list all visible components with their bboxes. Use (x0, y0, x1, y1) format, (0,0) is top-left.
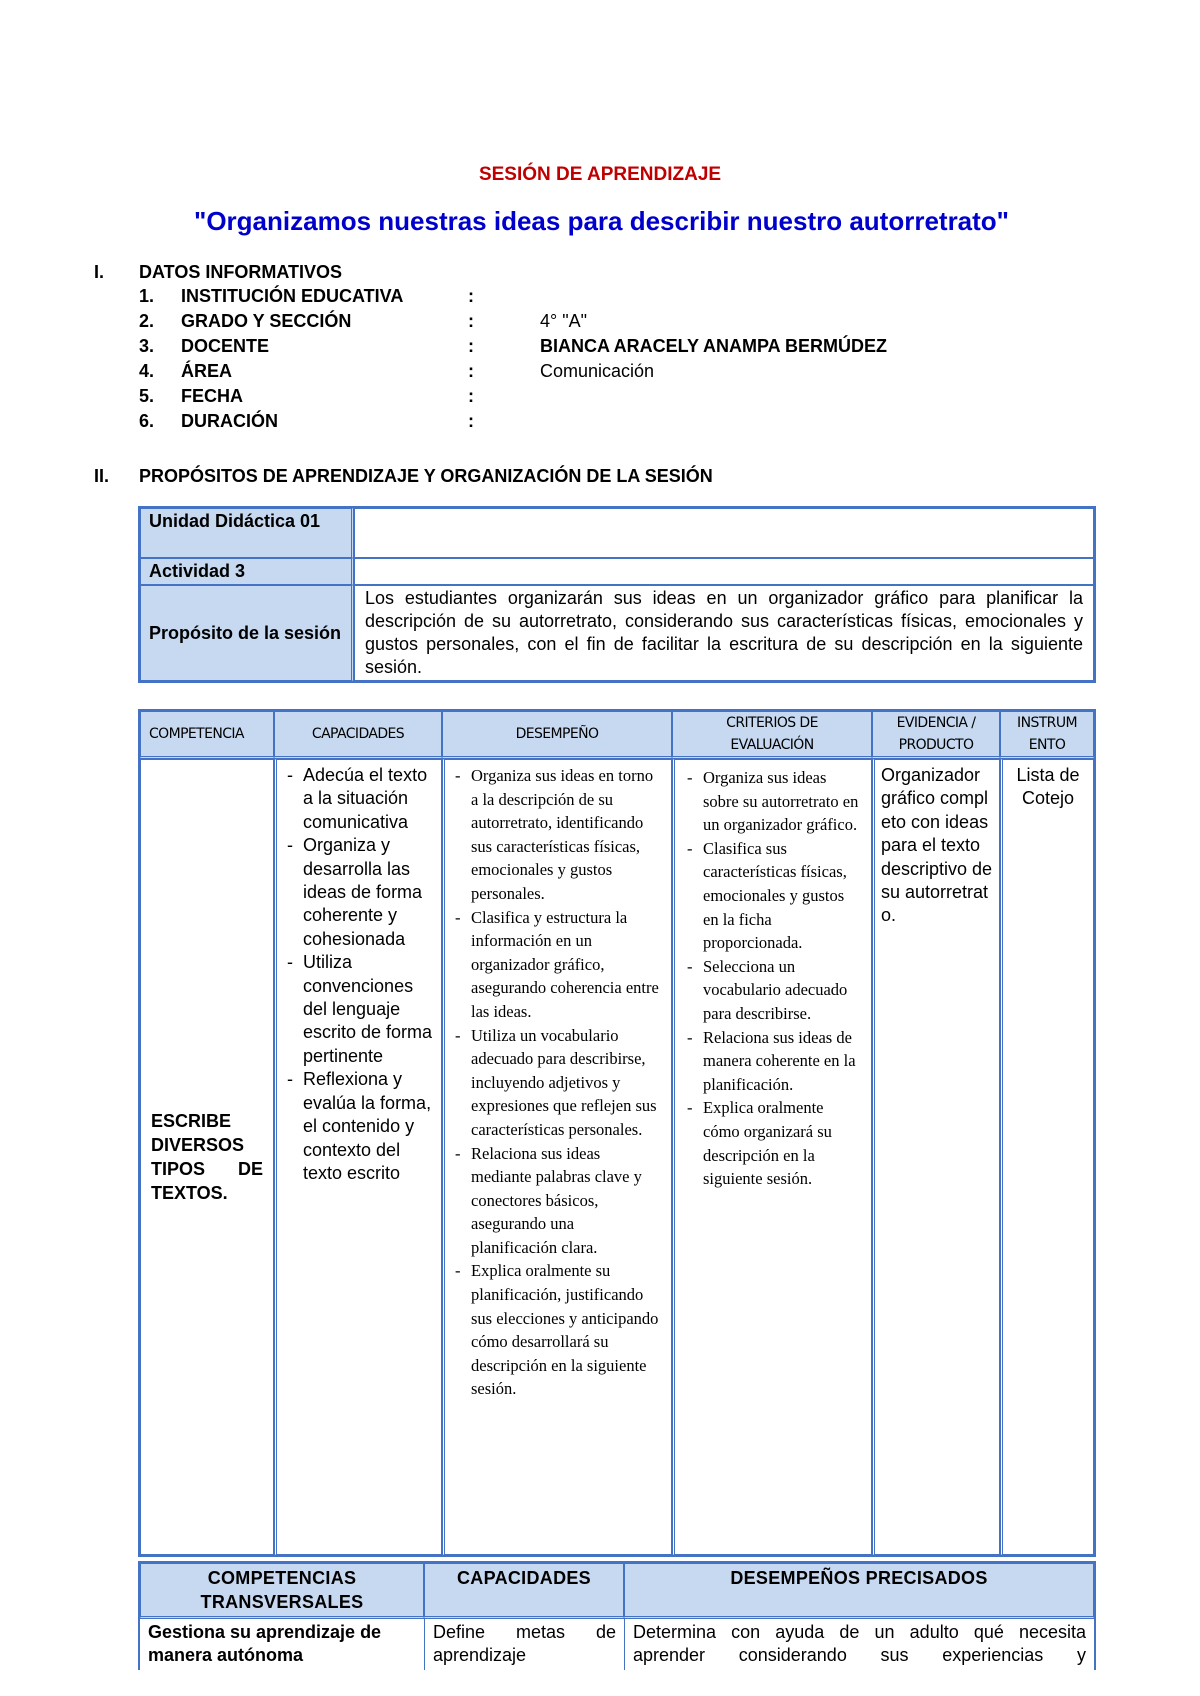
header-criterios-line: EVALUACIÓN (730, 737, 814, 753)
list-item: - Clasifica sus características físicas, emocionales y gustos en la ficha proporcionada. (685, 837, 859, 955)
header-instrumento-line: INSTRUM (1017, 715, 1077, 731)
header-desempeno: DESEMPEÑO (442, 711, 672, 759)
info-label: INSTITUCIÓN EDUCATIVA (181, 286, 404, 306)
unit-value (354, 508, 1094, 558)
info-value: Comunicación (540, 361, 655, 381)
info-label: ÁREA (181, 361, 233, 381)
list-item: - Selecciona un vocabulario adecuado para describirse. (685, 955, 859, 1026)
competencia-line: ESCRIBE (151, 1111, 232, 1131)
header-capacidades: CAPACIDADES (274, 711, 442, 759)
evidencia-cell (872, 759, 1000, 1555)
info-value: BIANCA ARACELY ANAMPA BERMÚDEZ (540, 336, 888, 356)
session-label: SESIÓN DE APRENDIZAJE (478, 164, 722, 185)
table-row (140, 508, 1094, 558)
info-colon: : (468, 411, 474, 431)
header-evidencia-line: EVIDENCIA / (896, 715, 976, 731)
info-label: FECHA (181, 386, 243, 406)
list-item: - Explica oralmente su planificación, justificando sus elecciones y anticipando cómo desarrollará su descripción en la siguiente sesión. (453, 1259, 661, 1401)
section-2-title: PROPÓSITOS DE APRENDIZAJE Y ORGANIZACIÓN DE LA SESIÓN (139, 466, 713, 486)
info-row-docente (0, 336, 1200, 361)
session-info-table (138, 506, 1096, 683)
header-criterios (672, 711, 872, 759)
list-item: - Adecúa el texto a la situación comunicativa (285, 764, 437, 834)
info-row-grado (0, 311, 1200, 336)
header-capacidades: CAPACIDADES (424, 1563, 624, 1619)
capacidades-cell (274, 759, 442, 1555)
list-item: - Relaciona sus ideas mediante palabras clave y conectores básicos, asegurando una planificación clara. (453, 1142, 661, 1260)
info-row-institucion (0, 286, 1200, 311)
unit-label: Unidad Didáctica 01 (140, 508, 354, 558)
info-row-fecha (0, 386, 1200, 411)
list-item: - Clasifica y estructura la información en un organizador gráfico, asegurando coherencia entre las ideas. (453, 906, 661, 1024)
desempeno-cell (442, 759, 672, 1555)
list-item: - Organiza sus ideas en torno a la descripción de su autorretrato, identificando sus características físicas, emocionales y gustos personales. (453, 764, 661, 906)
activity-value (354, 558, 1094, 585)
table-row (140, 558, 1094, 585)
transversal-capacidad: Define metas de aprendizaje (424, 1619, 624, 1670)
info-row-area (0, 361, 1200, 386)
list-item: - Utiliza convenciones del lenguaje escrito de forma pertinente (285, 951, 437, 1068)
info-number: 2. (139, 311, 155, 331)
info-colon: : (468, 386, 474, 406)
table-header-row (140, 711, 1094, 759)
list-item: - Organiza y desarrolla las ideas de forma coherente y cohesionada (285, 834, 437, 951)
info-label: GRADO Y SECCIÓN (181, 311, 352, 331)
purpose-label: Propósito de la sesión (140, 585, 354, 681)
table-row (140, 1619, 1094, 1670)
header-criterios-line: CRITERIOS DE (726, 715, 818, 731)
info-number: 6. (139, 411, 155, 431)
section-2-heading (0, 466, 1200, 490)
info-label: DOCENTE (181, 336, 270, 356)
competencia-line: TEXTOS. (151, 1183, 228, 1203)
competencies-table (138, 709, 1096, 1557)
header-instrumento (1000, 711, 1094, 759)
header-instrumento-line: ENTO (1028, 737, 1066, 753)
evidencia-text: Organizador gráfico completo con ideas para el texto descriptivo de su autorretrato. (881, 765, 993, 926)
document-title: "Organizamos nuestras ideas para describir nuestro autorretrato" (194, 206, 1010, 236)
competencia-line: DIVERSOS (151, 1135, 245, 1155)
list-item: - Reflexiona y evalúa la forma, el contenido y contexto del texto escrito (285, 1068, 437, 1185)
info-number: 5. (139, 386, 155, 406)
header-evidencia-line: PRODUCTO (898, 737, 974, 753)
table-row (140, 585, 1094, 681)
purpose-value: Los estudiantes organizarán sus ideas en un organizador gráfico para planificar la descripción de su autorretrato, considerando sus características físicas, emocionales y gustos personales, con el fin de facilitar la escritura de su descripción en la siguiente sesión. (354, 585, 1094, 681)
transversal-desempeno: Determina con ayuda de un adulto qué necesita aprender considerando sus experiencias y (624, 1619, 1094, 1670)
table-header-row (140, 1563, 1094, 1619)
transversal-competencia: Gestiona su aprendizaje de manera autónoma (148, 1622, 382, 1666)
list-item: - Explica oralmente cómo organizará su descripción en la siguiente sesión. (685, 1096, 859, 1190)
header-desempenos-precisados: DESEMPEÑOS PRECISADOS (624, 1563, 1094, 1619)
section-1-title: DATOS INFORMATIVOS (139, 262, 343, 282)
info-label: DURACIÓN (181, 411, 278, 431)
header-competencia: COMPETENCIA (140, 711, 274, 759)
criterios-cell (672, 759, 872, 1555)
info-colon: : (468, 311, 474, 331)
instrumento-text: Lista de Cotejo (1016, 765, 1080, 809)
list-item: - Relaciona sus ideas de manera coherente en la planificación. (685, 1026, 859, 1097)
instrumento-cell (1000, 759, 1094, 1555)
section-1-number: I. (94, 262, 105, 282)
table-row (140, 759, 1094, 1555)
section-1-heading (0, 262, 1200, 286)
info-colon: : (468, 361, 474, 381)
section-2-number: II. (94, 466, 110, 486)
list-item: - Utiliza un vocabulario adecuado para describirse, incluyendo adjetivos y expresiones que reflejen sus características personales. (453, 1024, 661, 1142)
info-number: 1. (139, 286, 155, 306)
list-item: - Organiza sus ideas sobre su autorretrato en un organizador gráfico. (685, 766, 859, 837)
info-colon: : (468, 336, 474, 356)
activity-label: Actividad 3 (140, 558, 354, 585)
transversal-competencies-table (138, 1561, 1096, 1670)
header-evidencia (872, 711, 1000, 759)
info-number: 3. (139, 336, 155, 356)
header-competencias-transversales: COMPETENCIAS TRANSVERSALES (140, 1563, 424, 1619)
info-row-duracion (0, 411, 1200, 436)
competencia-line: TIPOS DE (151, 1159, 263, 1179)
competencia-cell (140, 759, 274, 1555)
info-colon: : (468, 286, 474, 306)
info-value: 4° "A" (540, 311, 587, 331)
info-number: 4. (139, 361, 155, 381)
